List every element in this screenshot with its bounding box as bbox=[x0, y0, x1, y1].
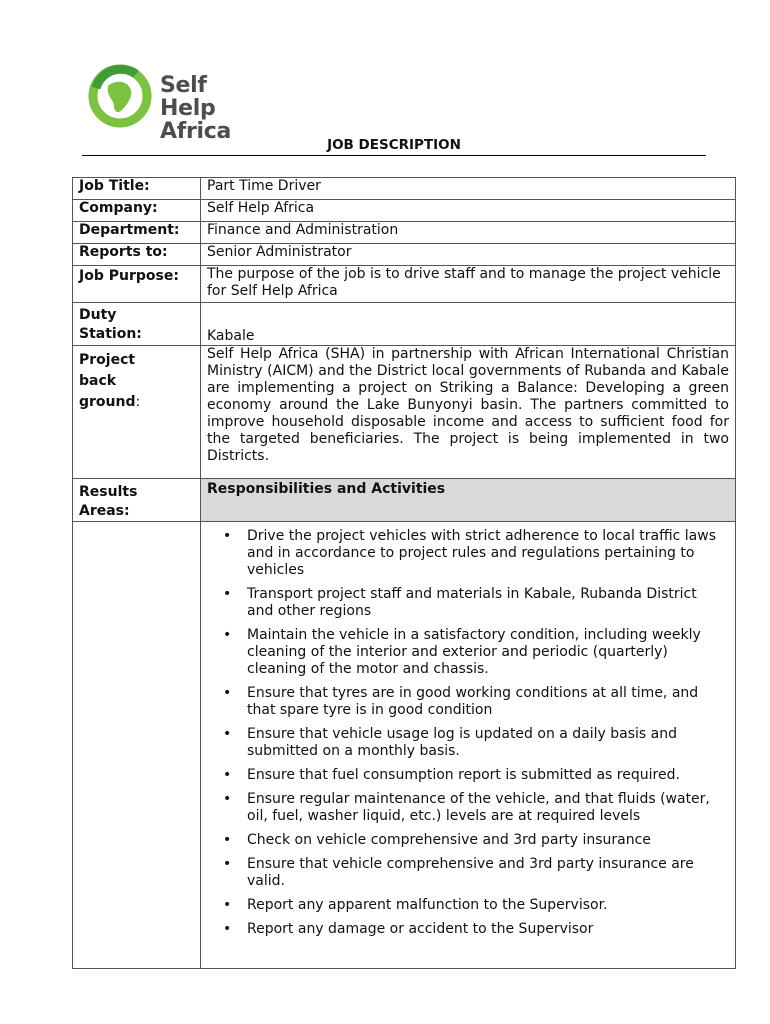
department-value: Finance and Administration bbox=[201, 222, 736, 244]
project-background-label bbox=[73, 346, 201, 479]
background-label-line-3 bbox=[79, 392, 194, 413]
department-label: Department: bbox=[73, 222, 201, 244]
duty-station-label-line-1: Duty bbox=[79, 307, 117, 323]
row-company bbox=[73, 200, 736, 222]
duty-station-label bbox=[73, 303, 201, 346]
duties-cell bbox=[201, 522, 736, 969]
row-results-header bbox=[73, 479, 736, 522]
background-label-colon: : bbox=[135, 394, 141, 410]
results-label-line-2: Areas: bbox=[79, 503, 130, 519]
row-reports-to bbox=[73, 244, 736, 266]
list-item: • Maintain the vehicle in a satisfactory condition, including weekly cleaning of the interior and exterior and periodic (quarterly) cleaning of the motor and chassis. bbox=[247, 627, 723, 678]
reports-to-label: Reports to: bbox=[73, 244, 201, 266]
document-title: JOB DESCRIPTION bbox=[82, 137, 706, 156]
logo-line-1: Self Help bbox=[160, 73, 216, 121]
job-title-label: Job Title: bbox=[73, 178, 201, 200]
job-description-table bbox=[72, 177, 736, 969]
logo-wordmark bbox=[160, 74, 264, 143]
row-department bbox=[73, 222, 736, 244]
list-item: • Check on vehicle comprehensive and 3rd party insurance bbox=[247, 832, 723, 849]
list-item: • Transport project staff and materials in Kabale, Rubanda District and other regions bbox=[247, 586, 723, 620]
logo-line-2: Africa bbox=[160, 119, 232, 144]
results-label-line-1: Results bbox=[79, 484, 138, 500]
duties-list bbox=[207, 528, 729, 938]
company-value: Self Help Africa bbox=[201, 200, 736, 222]
row-duty-station bbox=[73, 303, 736, 346]
background-label-line-1: Project bbox=[79, 352, 136, 368]
row-project-background bbox=[73, 346, 736, 479]
duty-station-label-line-2: Station: bbox=[79, 326, 142, 342]
results-areas-label bbox=[73, 479, 201, 522]
list-item: • Ensure that tyres are in good working conditions at all time, and that spare tyre is in good condition bbox=[247, 685, 723, 719]
list-item: • Ensure that vehicle comprehensive and 3rd party insurance are valid. bbox=[247, 856, 723, 890]
duties-empty-label bbox=[73, 522, 201, 969]
row-job-purpose bbox=[73, 266, 736, 303]
list-item: • Report any damage or accident to the Supervisor bbox=[247, 921, 723, 938]
project-background-value: Self Help Africa (SHA) in partnership with African International Christian Ministry (AICM) and the District local governments of Rubanda and Kabale are implementing a project on Striking a Balance: Developing a green economy around the Lake Bunyonyi basin. The partners committed to improve household disposable income and access to sufficient food for the targeted beneficiaries. The project is being implemented in two Districts. bbox=[201, 346, 736, 479]
row-job-title bbox=[73, 178, 736, 200]
row-duties bbox=[73, 522, 736, 969]
responsibilities-heading: Responsibilities and Activities bbox=[201, 479, 736, 522]
list-item: • Ensure that fuel consumption report is submitted as required. bbox=[247, 767, 723, 784]
job-purpose-value: The purpose of the job is to drive staff and to manage the project vehicle for Self Help Africa bbox=[201, 266, 736, 303]
background-label-line-2: back bbox=[79, 373, 117, 389]
list-item: • Report any apparent malfunction to the Supervisor. bbox=[247, 897, 723, 914]
duty-station-text: Kabale bbox=[207, 328, 255, 344]
list-item: • Drive the project vehicles with strict adherence to local traffic laws and in accordance to project rules and regulations pertaining to vehicles bbox=[247, 528, 723, 579]
list-item: • Ensure that vehicle usage log is updated on a daily basis and submitted on a monthly basis. bbox=[247, 726, 723, 760]
company-label: Company: bbox=[73, 200, 201, 222]
job-title-value: Part Time Driver bbox=[201, 178, 736, 200]
reports-to-value: Senior Administrator bbox=[201, 244, 736, 266]
job-purpose-label: Job Purpose: bbox=[73, 266, 201, 303]
self-help-africa-logo bbox=[84, 60, 264, 144]
background-label-word: ground bbox=[79, 394, 136, 410]
globe-logo-icon bbox=[84, 60, 156, 132]
list-item: • Ensure regular maintenance of the vehicle, and that fluids (water, oil, fuel, washer liquid, etc.) levels are at required levels bbox=[247, 791, 723, 825]
duty-station-value bbox=[201, 303, 736, 346]
